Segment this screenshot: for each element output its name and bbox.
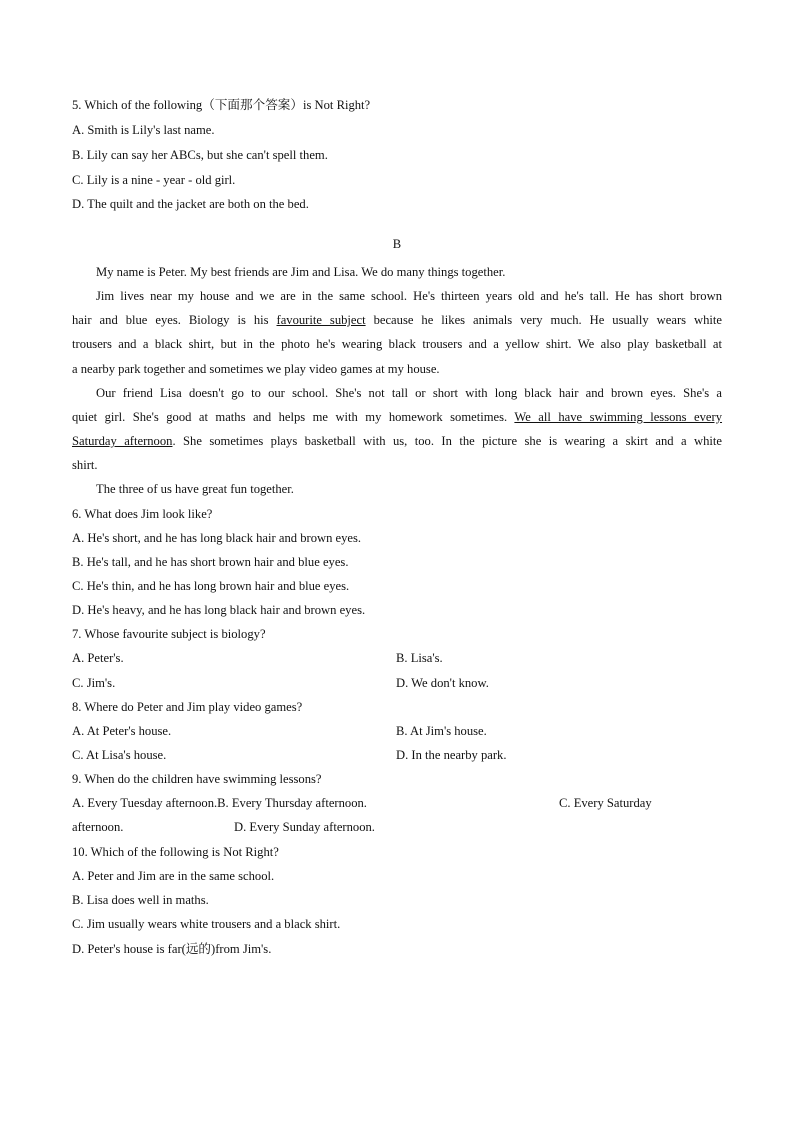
text-span: hair and blue eyes. Biology is his (72, 313, 277, 327)
q8-stem: 8. Where do Peter and Jim play video games? (72, 700, 303, 714)
q7-option-a: A. Peter's. (72, 651, 124, 665)
q8-option-b: B. At Jim's house. (396, 724, 487, 738)
q5-option-d: D. The quilt and the jacket are both on the bed. (72, 197, 309, 211)
q7-option-c: C. Jim's. (72, 676, 116, 690)
passage-p2-line-3: trousers and a black shirt, but in the photo he's wearing black trousers and a yellow shirt. We also play basketball at (72, 337, 722, 351)
q8-option-d: D. In the nearby park. (396, 748, 507, 762)
q6-option-c: C. He's thin, and he has long brown hair and blue eyes. (72, 579, 350, 593)
q5-stem: 5. Which of the following（下面那个答案）is Not Right? (72, 98, 371, 112)
q9-option-d: D. Every Sunday afternoon. (234, 820, 375, 834)
q5-option-b: B. Lily can say her ABCs, but she can't spell them. (72, 148, 328, 162)
q10-option-a: A. Peter and Jim are in the same school. (72, 869, 275, 883)
passage-p3-line-3 (72, 433, 722, 449)
q9-option-c-continued: afternoon. (72, 820, 124, 834)
q6-option-b: B. He's tall, and he has short brown hair and blue eyes. (72, 555, 349, 569)
q8-option-a: A. At Peter's house. (72, 724, 172, 738)
q5-option-c: C. Lily is a nine - year - old girl. (72, 173, 236, 187)
q10-option-d: D. Peter's house is far(远的)from Jim's. (72, 942, 272, 956)
passage-p2-line-4: a nearby park together and sometimes we play video games at my house. (72, 362, 440, 376)
passage-p3-line-1: Our friend Lisa doesn't go to our school. She's not tall or short with long black hair and brown eyes. She's a (96, 386, 722, 400)
passage-paragraph-1: My name is Peter. My best friends are Jim and Lisa. We do many things together. (96, 265, 506, 279)
q6-option-a: A. He's short, and he has long black hair and brown eyes. (72, 531, 362, 545)
underlined-phrase: We all have swimming lessons every (514, 410, 723, 424)
q7-option-b: B. Lisa's. (396, 651, 443, 665)
q7-stem: 7. Whose favourite subject is biology? (72, 627, 266, 641)
q6-stem: 6. What does Jim look like? (72, 507, 213, 521)
q9-options-a-b: A. Every Tuesday afternoon.B. Every Thursday afternoon. (72, 796, 367, 810)
passage-p2-line-1: Jim lives near my house and we are in the same school. He's thirteen years old and he's tall. He has short brown (96, 289, 722, 303)
text-span: because he likes animals very much. He usually wears white (365, 313, 722, 327)
q8-option-c: C. At Lisa's house. (72, 748, 167, 762)
q5-option-a: A. Smith is Lily's last name. (72, 123, 215, 137)
q7-option-d: D. We don't know. (396, 676, 489, 690)
passage-p3-line-4: shirt. (72, 458, 98, 472)
q9-stem: 9. When do the children have swimming lessons? (72, 772, 322, 786)
q6-option-d: D. He's heavy, and he has long black hair and brown eyes. (72, 603, 366, 617)
q9-option-c: C. Every Saturday (559, 796, 652, 810)
passage-heading: B (392, 237, 402, 251)
text-span: . She sometimes plays basketball with us, too. In the picture she is wearing a skirt and a white (172, 434, 722, 448)
underlined-phrase: Saturday afternoon (72, 434, 173, 448)
passage-p3-line-2 (72, 409, 722, 425)
text-span: quiet girl. She's good at maths and helps me with my homework sometimes. (72, 410, 515, 424)
q10-option-b: B. Lisa does well in maths. (72, 893, 209, 907)
passage-p2-line-2 (72, 312, 722, 328)
q10-stem: 10. Which of the following is Not Right? (72, 845, 279, 859)
passage-paragraph-4: The three of us have great fun together. (96, 482, 294, 496)
q10-option-c: C. Jim usually wears white trousers and a black shirt. (72, 917, 341, 931)
underlined-phrase: favourite subject (276, 313, 366, 327)
